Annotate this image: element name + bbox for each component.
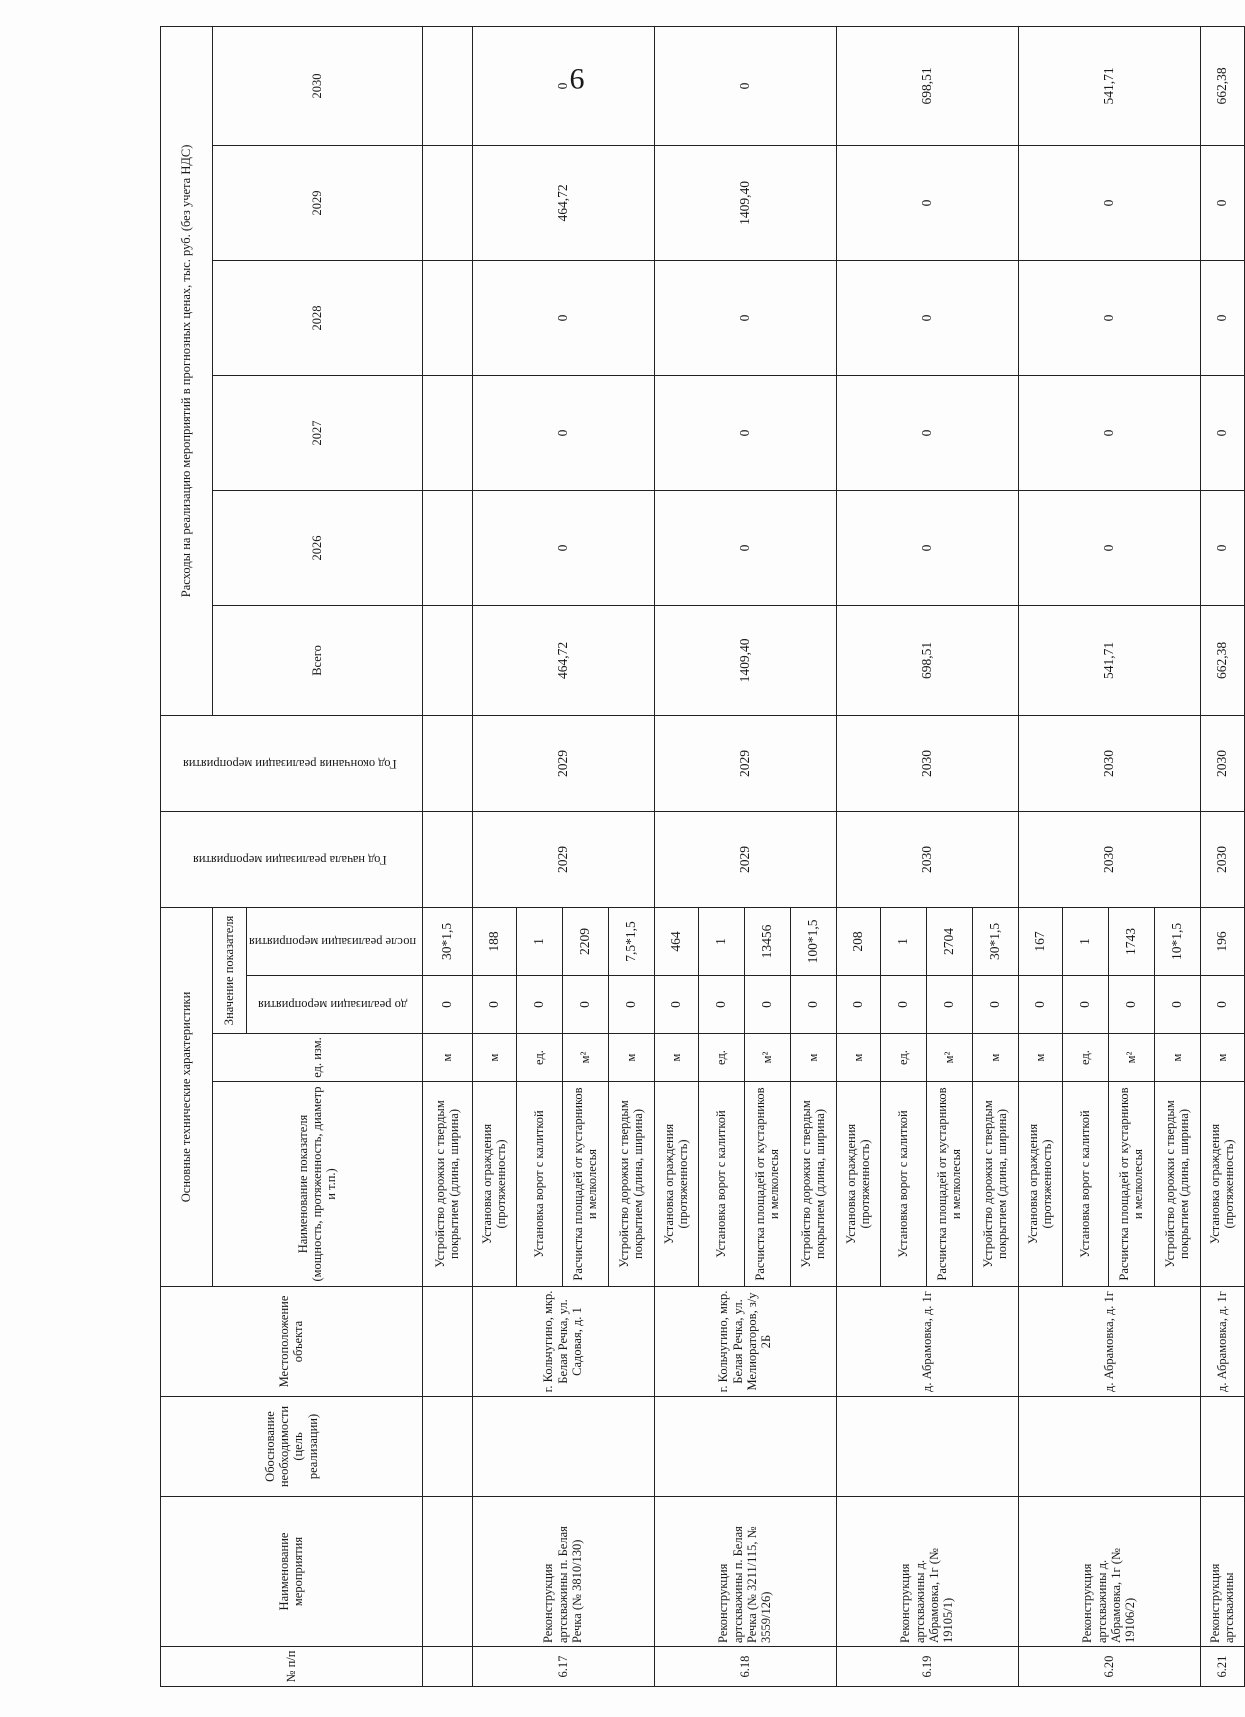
- year-cost-2028: 0: [1200, 260, 1244, 375]
- year-cost-2029: 0: [1018, 145, 1200, 260]
- after-value: 30*1,5: [422, 907, 472, 975]
- header-end-year: Год окончания реализации мероприятия: [161, 715, 423, 811]
- before-value: 0: [698, 976, 744, 1034]
- indicator-cell: Устройство дорожки с твердым покрытием (длина, ширина): [972, 1082, 1018, 1287]
- table-row: [422, 26, 472, 1686]
- indicator-cell: Установка ворот с калиткой: [516, 1082, 562, 1287]
- indicator-cell: Устройство дорожки с твердым покрытием (длина, ширина): [608, 1082, 654, 1287]
- year-cost-2029: 0: [1200, 145, 1244, 260]
- year-cost-2030: 0: [472, 26, 654, 145]
- end-year: 2030: [836, 715, 1018, 811]
- row-number: 6.17: [472, 1647, 654, 1687]
- justification-cell: [472, 1397, 654, 1497]
- header-start-year: Год начала реализации мероприятия: [161, 811, 423, 907]
- measures-table: [160, 26, 1245, 1687]
- justification-cell: [654, 1397, 836, 1497]
- year-cost-2027: 0: [836, 375, 1018, 490]
- before-value: 0: [1062, 976, 1108, 1034]
- row-number: 6.19: [836, 1647, 1018, 1687]
- unit-cell: м²: [562, 1034, 608, 1082]
- indicator-cell: Устройство дорожки с твердым покрытием (длина, ширина): [1154, 1082, 1200, 1287]
- table-row: [1200, 26, 1244, 1686]
- location-cell: д. Абрамовка, д. 1г: [836, 1287, 1018, 1397]
- after-value: 1: [698, 907, 744, 975]
- year-cost-2030: 541,71: [1018, 26, 1200, 145]
- after-value: 7,5*1,5: [608, 907, 654, 975]
- indicator-cell: Установка ограждения (протяженность): [836, 1082, 880, 1287]
- year-cost-2030: 698,51: [836, 26, 1018, 145]
- year-cost-2026: 0: [472, 490, 654, 605]
- unit-cell: м: [654, 1034, 698, 1082]
- unit-cell: м: [422, 1034, 472, 1082]
- row-number: 6.18: [654, 1647, 836, 1687]
- header-indicator-name: Наименование показателя (мощность, протяженность, диаметр и т.п.): [213, 1082, 423, 1287]
- header-unit: ед. изм.: [213, 1034, 423, 1082]
- unit-cell: м: [790, 1034, 836, 1082]
- indicator-cell: Установка ограждения (протяженность): [654, 1082, 698, 1287]
- year-cost-2027: 0: [1200, 375, 1244, 490]
- measure-name: Реконструкция артскважины д. Абрамовка, 1г (№ 19105/1): [836, 1497, 1018, 1647]
- total-cost: 541,71: [1018, 605, 1200, 715]
- header-tech-group: Основные технические характеристики: [161, 907, 213, 1286]
- unit-cell: м: [1154, 1034, 1200, 1082]
- header-year-2030: 2030: [213, 26, 423, 145]
- indicator-cell: Устройство дорожки с твердым покрытием (длина, ширина): [790, 1082, 836, 1287]
- before-value: 0: [472, 976, 516, 1034]
- after-value: 208: [836, 907, 880, 975]
- before-value: 0: [880, 976, 926, 1034]
- before-value: 0: [1018, 976, 1062, 1034]
- year-cost-2026: 0: [654, 490, 836, 605]
- indicator-cell: Установка ворот с калиткой: [698, 1082, 744, 1287]
- location-cell: г. Кольчугино, мкр. Белая Речка, ул. Садовая, д. 1: [472, 1287, 654, 1397]
- after-value: 464: [654, 907, 698, 975]
- after-value: 30*1,5: [972, 907, 1018, 975]
- before-value: 0: [926, 976, 972, 1034]
- before-value: 0: [516, 976, 562, 1034]
- after-value: 1: [516, 907, 562, 975]
- before-value: 0: [1200, 976, 1244, 1034]
- indicator-cell: Расчистка площадей от кустарников и мелколесья: [926, 1082, 972, 1287]
- end-year: 2029: [654, 715, 836, 811]
- year-cost-2028: 0: [654, 260, 836, 375]
- before-value: 0: [744, 976, 790, 1034]
- year-cost-2027: 0: [1018, 375, 1200, 490]
- year-cost-2028: 0: [472, 260, 654, 375]
- indicator-cell: Установка ворот с калиткой: [880, 1082, 926, 1287]
- after-value: 2704: [926, 907, 972, 975]
- header-value-group: Значение показателя: [213, 907, 247, 1033]
- header-cost-group: Расходы на реализацию мероприятий в прогнозных ценах, тыс. руб. (без учета НДС): [161, 26, 213, 715]
- total-cost: 662,38: [1200, 605, 1244, 715]
- after-value: 2209: [562, 907, 608, 975]
- after-value: 1: [1062, 907, 1108, 975]
- after-value: 196: [1200, 907, 1244, 975]
- location-cell: д. Абрамовка, д. 1г: [1018, 1287, 1200, 1397]
- header-before: до реализации мероприятия: [247, 976, 423, 1034]
- indicator-cell: Расчистка площадей от кустарников и мелколесья: [744, 1082, 790, 1287]
- indicator-cell: Установка ворот с калиткой: [1062, 1082, 1108, 1287]
- year-cost-2026: 0: [836, 490, 1018, 605]
- header-after: после реализации мероприятия: [247, 907, 423, 975]
- unit-cell: м: [608, 1034, 654, 1082]
- before-value: 0: [608, 976, 654, 1034]
- row-number: 6.21: [1200, 1647, 1244, 1687]
- after-value: 13456: [744, 907, 790, 975]
- unit-cell: м: [1200, 1034, 1244, 1082]
- measure-name: Реконструкция артскважины д. Абрамовка, 1г (№ 19106/2): [1018, 1497, 1200, 1647]
- measure-name: Реконструкция артскважины п. Белая Речка (№ 3810/130): [472, 1497, 654, 1647]
- before-value: 0: [1108, 976, 1154, 1034]
- indicator-cell: Установка ограждения (протяженность): [472, 1082, 516, 1287]
- before-value: 0: [562, 976, 608, 1034]
- indicator-cell: Установка ограждения (протяженность): [1018, 1082, 1062, 1287]
- unit-cell: ед.: [516, 1034, 562, 1082]
- start-year: 2030: [1018, 811, 1200, 907]
- year-cost-2030: 0: [654, 26, 836, 145]
- indicator-cell: Расчистка площадей от кустарников и мелколесья: [1108, 1082, 1154, 1287]
- unit-cell: м: [836, 1034, 880, 1082]
- unit-cell: м: [472, 1034, 516, 1082]
- end-year: 2029: [472, 715, 654, 811]
- before-value: 0: [654, 976, 698, 1034]
- location-cell: г. Кольчугино, мкр. Белая Речка, ул. Мелиораторов, з/у 2Б: [654, 1287, 836, 1397]
- end-year: 2030: [1200, 715, 1244, 811]
- start-year: 2029: [654, 811, 836, 907]
- header-measure-name: Наименование мероприятия: [161, 1497, 423, 1647]
- indicator-cell: Устройство дорожки с твердым покрытием (длина, ширина): [422, 1082, 472, 1287]
- after-value: 1: [880, 907, 926, 975]
- year-cost-2029: 0: [836, 145, 1018, 260]
- row-number: 6.20: [1018, 1647, 1200, 1687]
- total-cost: 464,72: [472, 605, 654, 715]
- header-year-2028: 2028: [213, 260, 423, 375]
- header-location: Местоположение объекта: [161, 1287, 423, 1397]
- before-value: 0: [790, 976, 836, 1034]
- unit-cell: м: [972, 1034, 1018, 1082]
- unit-cell: м²: [926, 1034, 972, 1082]
- start-year: 2029: [472, 811, 654, 907]
- before-value: 0: [972, 976, 1018, 1034]
- after-value: 167: [1018, 907, 1062, 975]
- header-year-2026: 2026: [213, 490, 423, 605]
- start-year: 2030: [1200, 811, 1244, 907]
- year-cost-2026: 0: [1018, 490, 1200, 605]
- indicator-cell: Установка ограждения (протяженность): [1200, 1082, 1244, 1287]
- unit-cell: м²: [1108, 1034, 1154, 1082]
- justification-cell: [836, 1397, 1018, 1497]
- year-cost-2027: 0: [654, 375, 836, 490]
- before-value: 0: [836, 976, 880, 1034]
- year-cost-2030: 662,38: [1200, 26, 1244, 145]
- year-cost-2029: 464,72: [472, 145, 654, 260]
- table-row: [472, 26, 516, 1686]
- measure-name: Реконструкция артскважины п. Белая Речка (№ 3211/115, № 3559/126): [654, 1497, 836, 1647]
- measure-name: Реконструкция артскважины: [1200, 1497, 1244, 1647]
- year-cost-2029: 1409,40: [654, 145, 836, 260]
- table-header: [161, 26, 423, 1686]
- table-body: [422, 26, 1244, 1686]
- unit-cell: ед.: [698, 1034, 744, 1082]
- table-row: [1018, 26, 1062, 1686]
- start-year: 2030: [836, 811, 1018, 907]
- header-num: № п/п: [161, 1647, 423, 1687]
- unit-cell: м²: [744, 1034, 790, 1082]
- before-value: 0: [422, 976, 472, 1034]
- unit-cell: ед.: [1062, 1034, 1108, 1082]
- before-value: 0: [1154, 976, 1200, 1034]
- justification-cell: [1200, 1397, 1244, 1497]
- location-cell: д. Абрамовка, д. 1г: [1200, 1287, 1244, 1397]
- end-year: 2030: [1018, 715, 1200, 811]
- after-value: 1743: [1108, 907, 1154, 975]
- year-cost-2028: 0: [836, 260, 1018, 375]
- after-value: 188: [472, 907, 516, 975]
- year-cost-2028: 0: [1018, 260, 1200, 375]
- header-total: Всего: [213, 605, 423, 715]
- after-value: 100*1,5: [790, 907, 836, 975]
- table-row: [654, 26, 698, 1686]
- indicator-cell: Расчистка площадей от кустарников и мелколесья: [562, 1082, 608, 1287]
- header-year-2029: 2029: [213, 145, 423, 260]
- after-value: 10*1,5: [1154, 907, 1200, 975]
- total-cost: 1409,40: [654, 605, 836, 715]
- unit-cell: ед.: [880, 1034, 926, 1082]
- justification-cell: [1018, 1397, 1200, 1497]
- table-row: [836, 26, 880, 1686]
- header-year-2027: 2027: [213, 375, 423, 490]
- year-cost-2026: 0: [1200, 490, 1244, 605]
- total-cost: 698,51: [836, 605, 1018, 715]
- header-justification: Обоснование необходимости (цель реализации): [161, 1397, 423, 1497]
- page-number: 6: [569, 62, 585, 96]
- year-cost-2027: 0: [472, 375, 654, 490]
- unit-cell: м: [1018, 1034, 1062, 1082]
